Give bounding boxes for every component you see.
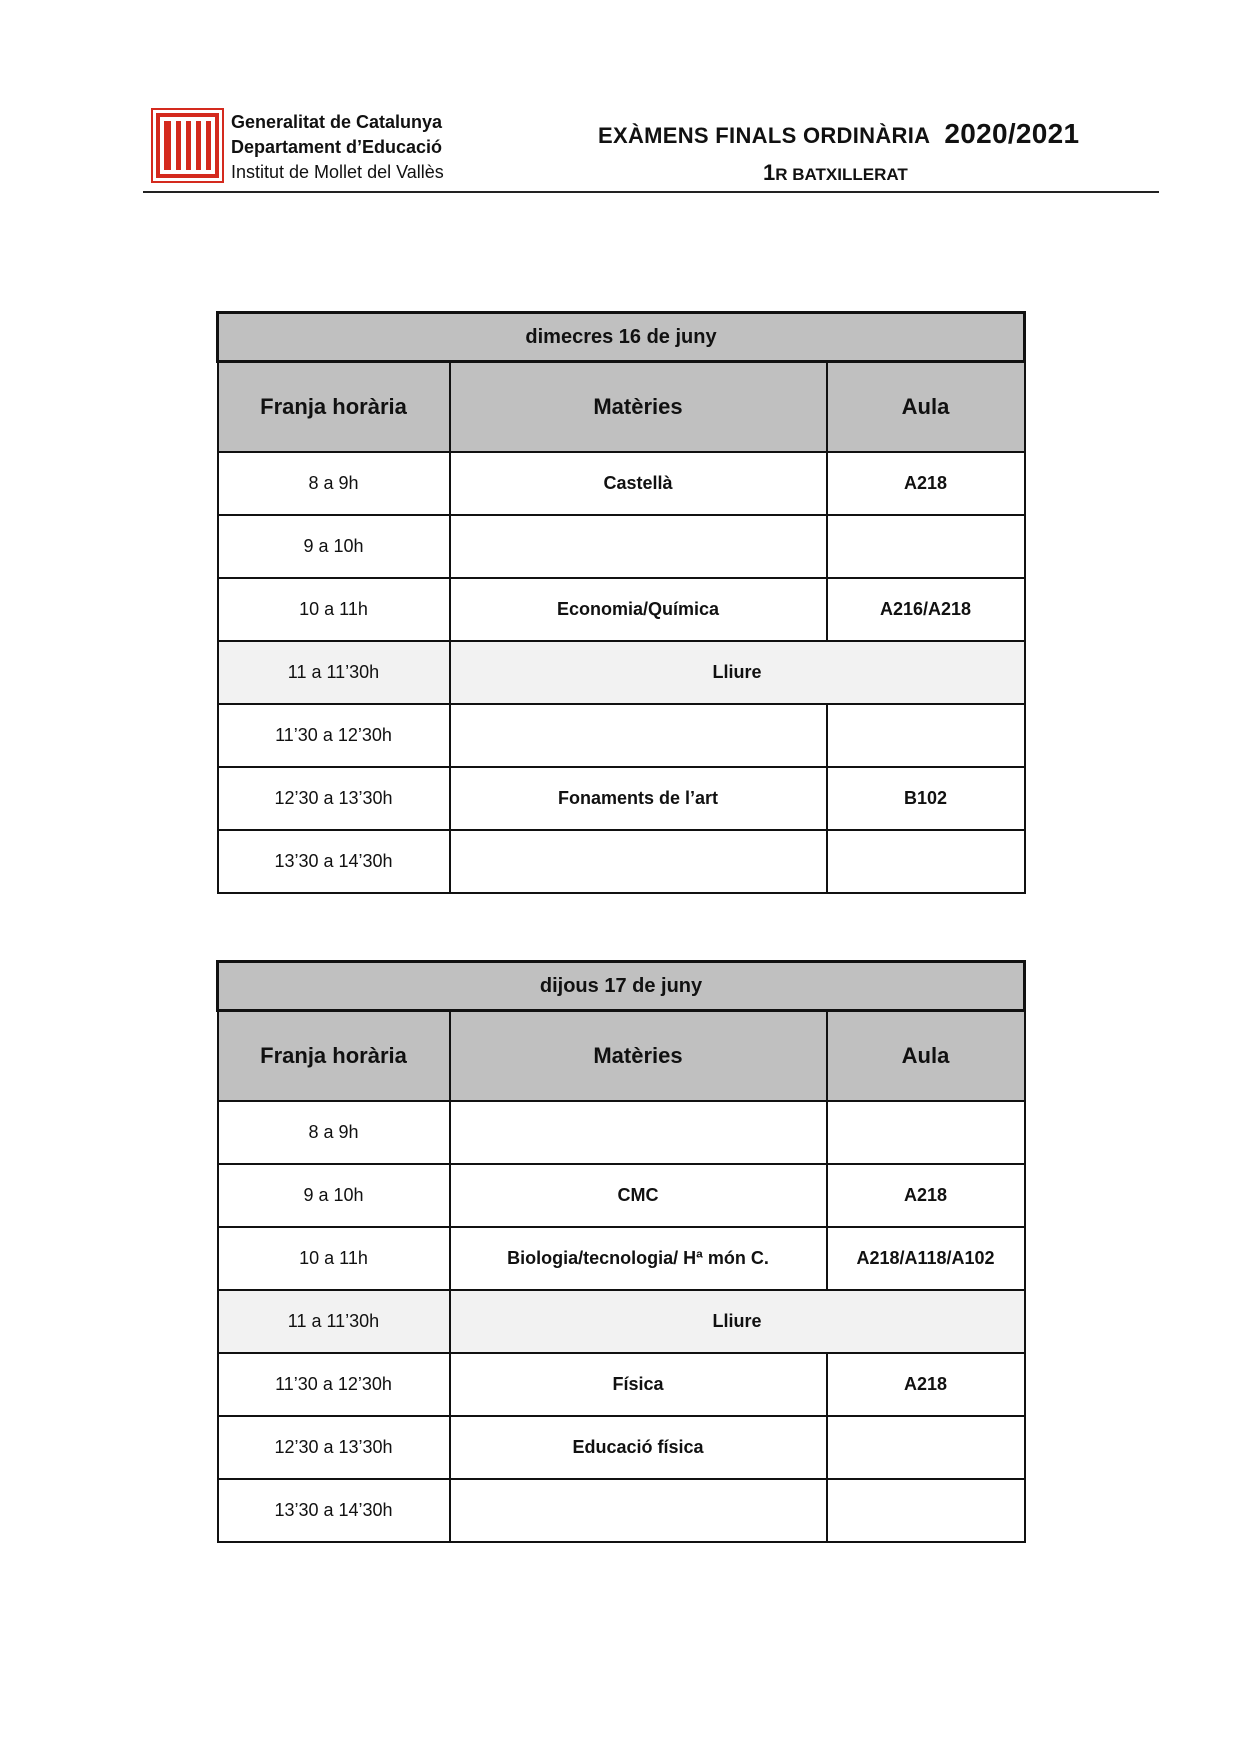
table-row [218,452,1025,515]
room-cell [827,1479,1025,1542]
column-header-room: Aula [827,362,1025,453]
room-cell [827,515,1025,578]
time-cell: 11 a 11’30h [218,1290,450,1353]
room-cell: A218 [827,452,1025,515]
table-row [218,515,1025,578]
room-cell: A218 [827,1353,1025,1416]
table-row [218,1101,1025,1164]
subject-cell: Biologia/tecnologia/ Hª món C. [450,1227,827,1290]
organization-block [231,110,444,185]
room-cell: A218 [827,1164,1025,1227]
time-cell: 10 a 11h [218,578,450,641]
column-header-subjects: Matèries [450,1011,827,1102]
day-heading: dimecres 16 de juny [218,313,1025,362]
room-cell [827,830,1025,893]
column-header-subjects: Matèries [450,362,827,453]
subject-cell [450,515,827,578]
time-cell: 11 a 11’30h [218,641,450,704]
break-cell: Lliure [450,1290,1025,1353]
time-cell: 12’30 a 13’30h [218,767,450,830]
org-name: Generalitat de Catalunya [231,112,443,132]
table-row [218,1164,1025,1227]
room-cell [827,1101,1025,1164]
day-heading: dijous 17 de juny [218,962,1025,1011]
subject-cell [450,704,827,767]
subject-cell: Castellà [450,452,827,515]
header-divider [143,191,1159,193]
schedule-table-day2 [216,960,1026,1543]
school-year: 2020/2021 [944,118,1080,149]
subject-cell: Educació física [450,1416,827,1479]
table-row-break [218,1290,1025,1353]
table-row [218,578,1025,641]
subject-cell [450,830,827,893]
table-row [218,704,1025,767]
subject-cell: Economia/Química [450,578,827,641]
room-cell [827,704,1025,767]
document-subtitle [763,160,908,186]
table-row [218,767,1025,830]
department-name: Departament d’Educació [231,137,443,157]
time-cell: 9 a 10h [218,515,450,578]
table-row [218,1416,1025,1479]
subject-cell: Fonaments de l’art [450,767,827,830]
document-title [598,118,1079,150]
table-row [218,830,1025,893]
subject-cell: Física [450,1353,827,1416]
room-cell: A216/A218 [827,578,1025,641]
subject-cell [450,1479,827,1542]
column-header-room: Aula [827,1011,1025,1102]
room-cell: B102 [827,767,1025,830]
title-text: EXÀMENS FINALS ORDINÀRIA [598,123,931,148]
table-row [218,1353,1025,1416]
column-header-time: Franja horària [218,362,450,453]
generalitat-senyera-icon [151,108,224,183]
time-cell: 8 a 9h [218,1101,450,1164]
room-cell: A218/A118/A102 [827,1227,1025,1290]
column-header-time: Franja horària [218,1011,450,1102]
time-cell: 10 a 11h [218,1227,450,1290]
room-cell [827,1416,1025,1479]
break-cell: Lliure [450,641,1025,704]
time-cell: 12’30 a 13’30h [218,1416,450,1479]
subtitle-number: 1 [763,160,776,185]
time-cell: 11’30 a 12’30h [218,1353,450,1416]
time-cell: 9 a 10h [218,1164,450,1227]
institute-name: Institut de Mollet del Vallès [231,162,444,182]
document-header [0,0,1242,200]
subject-cell: CMC [450,1164,827,1227]
time-cell: 13’30 a 14’30h [218,830,450,893]
table-row-break [218,641,1025,704]
time-cell: 11’30 a 12’30h [218,704,450,767]
subtitle-text: R BATXILLERAT [775,165,908,184]
time-cell: 13’30 a 14’30h [218,1479,450,1542]
time-cell: 8 a 9h [218,452,450,515]
subject-cell [450,1101,827,1164]
table-row [218,1479,1025,1542]
table-row [218,1227,1025,1290]
schedule-table-day1 [216,311,1026,894]
